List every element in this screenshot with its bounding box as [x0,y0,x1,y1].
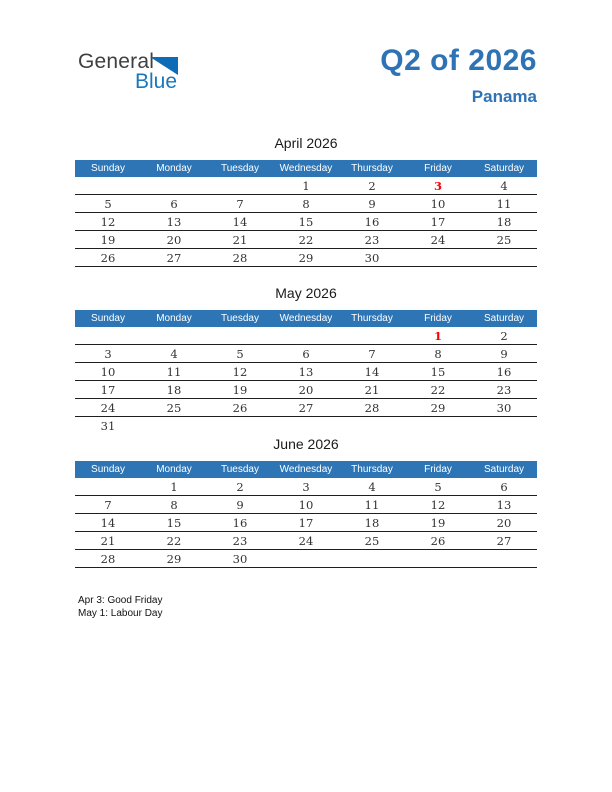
day-cell: 19 [232,382,248,397]
weekday-header: Tuesday [221,464,259,475]
day-cell: 13 [166,214,182,229]
week-row [75,532,537,550]
day-cell: 16 [232,515,248,530]
day-cell: 21 [364,382,380,397]
day-cell: 14 [232,214,248,229]
day-cell: 17 [100,382,116,397]
day-cell: 20 [166,232,182,247]
day-cell: 11 [496,196,512,211]
weekday-header: Saturday [483,464,525,475]
day-cell: 5 [104,196,112,211]
day-cell: 29 [298,250,314,265]
day-cell: 1 [170,479,178,494]
week-row [75,514,537,532]
weekday-header: Friday [424,313,452,324]
weekday-header: Saturday [483,163,525,174]
day-cell: 21 [232,232,248,247]
week-row [75,496,537,514]
day-cell: 18 [364,515,380,530]
page-title-block [380,44,537,107]
general-blue-logo [78,50,188,92]
week-row [75,478,537,496]
day-cell: 26 [100,250,116,265]
weekday-header: Friday [424,464,452,475]
day-cell: 9 [368,196,376,211]
day-cell: 16 [364,214,380,229]
week-row [75,399,537,417]
weekday-header: Saturday [483,313,525,324]
day-cell: 9 [236,497,244,512]
month-grid [75,461,537,568]
day-cell: 25 [364,533,380,548]
day-cell: 6 [302,346,310,361]
month-grid [75,310,537,434]
day-cell: 30 [496,400,512,415]
day-cell: 21 [100,533,116,548]
day-cell: 18 [166,382,182,397]
day-cell: 6 [170,196,178,211]
day-cell: 15 [166,515,182,530]
day-cell: 8 [302,196,310,211]
weekday-header: Wednesday [279,163,333,174]
day-cell: 11 [166,364,182,379]
day-cell: 15 [298,214,314,229]
day-cell: 29 [166,551,182,566]
day-cell: 10 [100,364,116,379]
holiday-note: Apr 3: Good Friday [78,595,163,606]
day-cell: 30 [364,250,380,265]
day-cell: 25 [496,232,512,247]
week-row [75,231,537,249]
day-cell: 11 [364,497,380,512]
month-section-april [75,133,537,267]
day-cell: 28 [232,250,248,265]
day-cell: 31 [100,418,116,433]
weekday-header-row [75,461,537,478]
day-cell: 1 [302,178,310,193]
weekday-header: Tuesday [221,163,259,174]
day-cell: 25 [166,400,182,415]
month-title: May 2026 [275,285,337,301]
logo-text-general: General [78,50,155,73]
day-cell: 5 [434,479,442,494]
day-cell: 3 [302,479,310,494]
day-cell: 22 [298,232,314,247]
day-cell: 2 [236,479,244,494]
day-cell: 17 [298,515,314,530]
quarter-title: Q2 of 2026 [380,44,537,77]
week-row [75,417,537,434]
day-cell: 28 [364,400,380,415]
day-cell: 27 [298,400,314,415]
day-cell: 8 [434,346,442,361]
day-cell: 2 [500,328,508,343]
day-cell: 24 [298,533,314,548]
day-cell: 6 [500,479,508,494]
month-section-june [75,434,537,568]
week-row [75,213,537,231]
day-cell: 22 [430,382,446,397]
day-cell: 14 [100,515,116,530]
month-title: June 2026 [273,436,339,452]
weekday-header: Thursday [351,464,393,475]
weekday-header: Monday [156,464,192,475]
day-cell: 23 [496,382,512,397]
day-cell: 17 [430,214,446,229]
day-cell: 4 [368,479,376,494]
holiday-day-cell: 3 [433,178,442,193]
day-cell: 19 [430,515,446,530]
month-section-may [75,283,537,434]
holiday-day-cell: 1 [433,328,442,343]
day-cell: 2 [368,178,376,193]
weekday-header-row [75,310,537,327]
day-cell: 13 [496,497,512,512]
country-subtitle: Panama [471,87,537,106]
day-cell: 22 [166,533,182,548]
month-grid [75,160,537,267]
day-cell: 14 [364,364,380,379]
day-cell: 26 [430,533,446,548]
day-cell: 7 [236,196,244,211]
weekday-header-row [75,160,537,177]
week-row [75,381,537,399]
holiday-notes [78,595,163,620]
weekday-header: Sunday [91,313,125,324]
day-cell: 24 [100,400,116,415]
day-cell: 20 [298,382,314,397]
day-cell: 19 [100,232,116,247]
holiday-note: May 1: Labour Day [78,607,163,619]
weekday-header: Sunday [91,464,125,475]
weekday-header: Thursday [351,163,393,174]
weekday-header: Monday [156,313,192,324]
week-row [75,363,537,381]
day-cell: 3 [104,346,112,361]
day-cell: 12 [430,497,446,512]
day-cell: 13 [298,364,314,379]
day-cell: 24 [430,232,446,247]
week-row [75,177,537,195]
week-row [75,550,537,568]
day-cell: 20 [496,515,512,530]
day-cell: 10 [430,196,446,211]
week-row [75,327,537,345]
day-cell: 12 [232,364,248,379]
day-cell: 28 [100,551,116,566]
weekday-header: Wednesday [279,464,333,475]
weekday-header: Sunday [91,163,125,174]
day-cell: 4 [170,346,178,361]
weekday-header: Friday [424,163,452,174]
day-cell: 23 [364,232,380,247]
day-cell: 15 [430,364,446,379]
week-row [75,345,537,363]
weekday-header: Monday [156,163,192,174]
weekday-header: Wednesday [279,313,333,324]
month-title: April 2026 [274,135,338,151]
week-row [75,195,537,213]
day-cell: 16 [496,364,512,379]
day-cell: 10 [298,497,314,512]
day-cell: 8 [170,497,178,512]
day-cell: 5 [236,346,244,361]
day-cell: 30 [232,551,248,566]
day-cell: 27 [166,250,182,265]
day-cell: 23 [232,533,248,548]
day-cell: 7 [368,346,376,361]
day-cell: 7 [104,497,112,512]
day-cell: 12 [100,214,116,229]
day-cell: 27 [496,533,512,548]
weekday-header: Tuesday [221,313,259,324]
weekday-header: Thursday [351,313,393,324]
week-row [75,249,537,267]
day-cell: 29 [430,400,446,415]
logo-text-blue: Blue [135,70,178,93]
day-cell: 9 [500,346,508,361]
day-cell: 18 [496,214,512,229]
day-cell: 26 [232,400,248,415]
day-cell: 4 [500,178,508,193]
